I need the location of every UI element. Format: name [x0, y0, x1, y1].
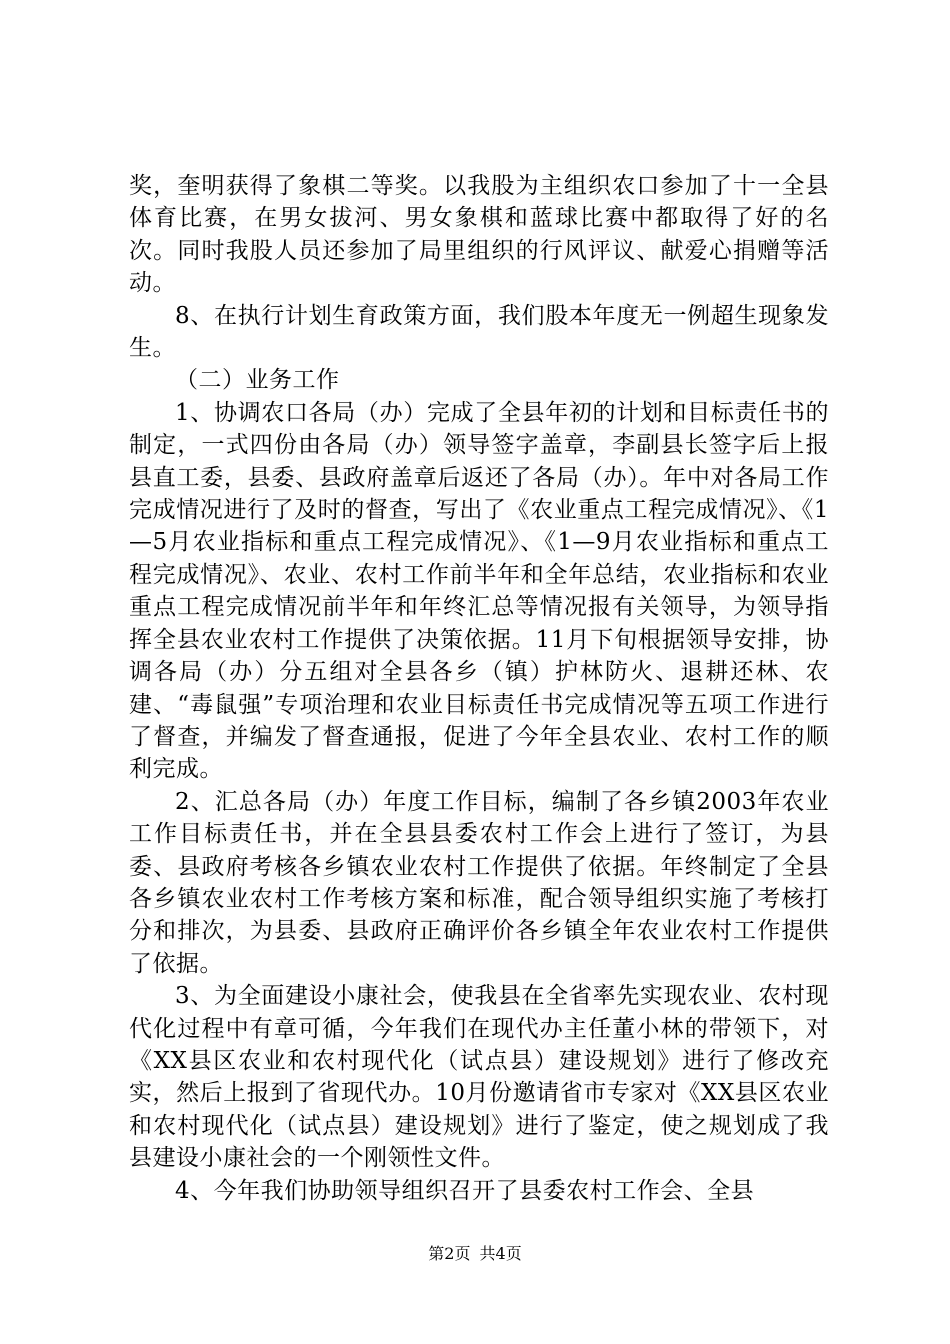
paragraph-continuation: 奖，奎明获得了象棋二等奖。以我股为主组织农口参加了十一全县体育比赛，在男女拔河、男女象棋和蓝球比赛中都取得了好的名次。同时我股人员还参加了局里组织的行风评议、献爱心捐赠等活动。 — [129, 173, 829, 297]
paragraph-item-8: 8、在执行计划生育政策方面，我们股本年度无一例超生现象发生。 — [129, 302, 829, 362]
paragraph-business-4: 4、今年我们协助领导组织召开了县委农村工作会、全县 — [175, 1177, 755, 1204]
page-footer — [0, 1244, 950, 1264]
paragraph-business-1: 1、协调农口各局（办）完成了全县年初的计划和目标责任书的制定，一式四份由各局（办）领导签字盖章，李副县长签字后上报县直工委，县委、县政府盖章后返还了各局（办）。年中对各局工作完成情况进行了及时的督查，写出了《农业重点工程完成情况》、《1—5月农业指标和重点工程完成情况》、《1—9月农业指标和重点工程完成情况》、农业、农村工作前半年和全年总结，农业指标和农业重点工程完成情况前半年和年终汇总等情况报有关领导，为领导指挥全县农业农村工作提供了决策依据。11月下旬根据领导安排，协调各局（办）分五组对全县各乡（镇）护林防火、退耕还林、农建、“毒鼠强”专项治理和农业目标责任书完成情况等五项工作进行了督查，并编发了督查通报，促进了今年全县农业、农村工作的顺利完成。 — [129, 399, 829, 783]
section-heading-business-work: （二）业务工作 — [175, 367, 340, 394]
paragraph-business-3: 3、为全面建设小康社会，使我县在全省率先实现农业、农村现代化过程中有章可循，今年我们在现代办主任董小林的带领下，对《XX县区农业和农村现代化（试点县）建设规划》进行了修改充实，然后上报到了省现代办。10月份邀请省市专家对《XX县区农业和农村现代化（试点县）建设规划》进行了鉴定，使之规划成了我县建设小康社会的一个刚领性文件。 — [129, 983, 829, 1172]
page-total: 共4页 — [479, 1244, 522, 1263]
page-number: 第2页 — [428, 1244, 471, 1263]
paragraph-business-2: 2、汇总各局（办）年度工作目标，编制了各乡镇2003年农业工作目标责任书，并在全县县委农村工作会上进行了签订，为县委、县政府考核各乡镇农业农村工作提供了依据。年终制定了全县各乡镇农业农村工作考核方案和标准，配合领导组织实施了考核打分和排次，为县委、县政府正确评价各乡镇全年农业农村工作提供了依据。 — [129, 788, 829, 977]
document-body — [129, 170, 829, 1207]
